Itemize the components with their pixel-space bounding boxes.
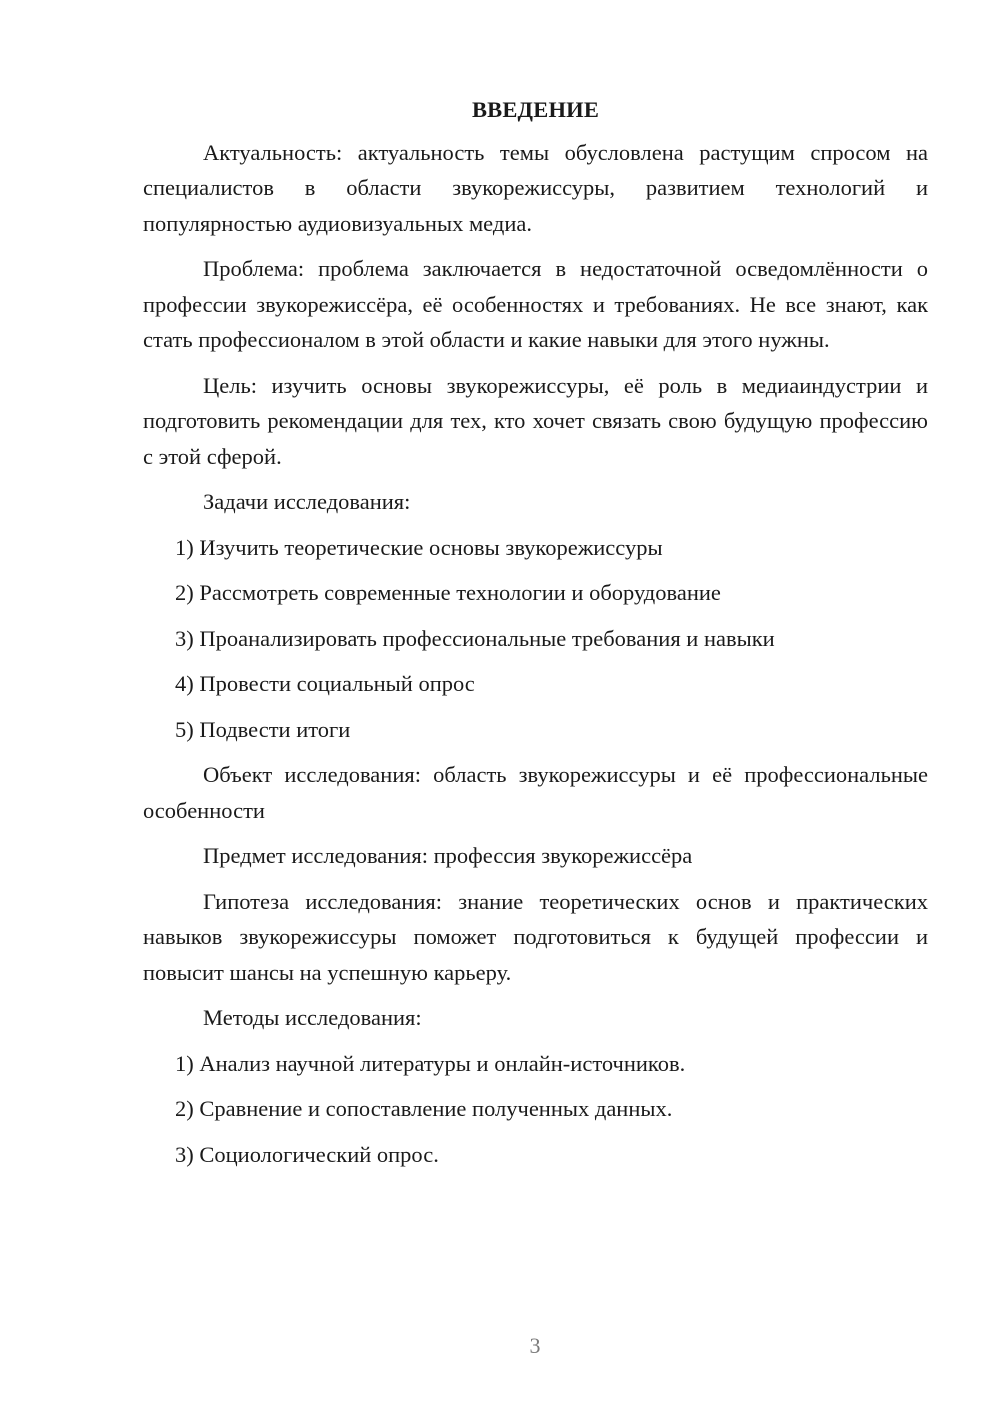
methods-list	[143, 1046, 928, 1173]
tasks-heading: Задачи исследования:	[203, 489, 411, 514]
page-content	[143, 92, 928, 1182]
method-item: 1) Анализ научной литературы и онлайн-источников.	[175, 1050, 686, 1076]
paragraph-relevance: Актуальность: актуальность темы обусловлена растущим спросом на специалистов в области звукорежиссуры, развитием технологий и популярностью аудиовизуальных медиа.	[143, 139, 928, 236]
paragraph-problem: Проблема: проблема заключается в недостаточной осведомлённости о профессии звукорежиссёра, её особенностях и требованиях. Не все знают, как стать профессионалом в этой области и какие навыки для этого нужны.	[143, 256, 928, 352]
method-item: 3) Социологический опрос.	[175, 1141, 439, 1167]
paragraph-object: Объект исследования: область звукорежиссуры и её профессиональные особенности	[143, 762, 928, 823]
section-title: ВВЕДЕНИЕ	[471, 97, 600, 122]
tasks-list	[143, 530, 928, 748]
page-number: 3	[529, 1333, 541, 1358]
paragraph-subject: Предмет исследования: профессия звукорежиссёра	[203, 843, 693, 868]
task-item: 3) Проанализировать профессиональные требования и навыки	[175, 625, 775, 651]
task-item: 4) Провести социальный опрос	[175, 671, 475, 696]
methods-heading: Методы исследования:	[203, 1005, 422, 1030]
paragraph-hypothesis: Гипотеза исследования: знание теоретических основ и практических навыков звукорежиссуры поможет подготовиться к будущей профессии и повысит шансы на успешную карьеру.	[143, 888, 928, 985]
task-item: 2) Рассмотреть современные технологии и оборудование	[175, 580, 721, 605]
task-item: 5) Подвести итоги	[175, 716, 351, 742]
task-item: 1) Изучить теоретические основы звукорежиссуры	[175, 534, 663, 560]
method-item: 2) Сравнение и сопоставление полученных данных.	[175, 1096, 673, 1121]
paragraph-goal: Цель: изучить основы звукорежиссуры, её роль в медиаиндустрии и подготовить рекомендации для тех, кто хочет связать свою будущую профессию с этой сферой.	[143, 372, 928, 469]
